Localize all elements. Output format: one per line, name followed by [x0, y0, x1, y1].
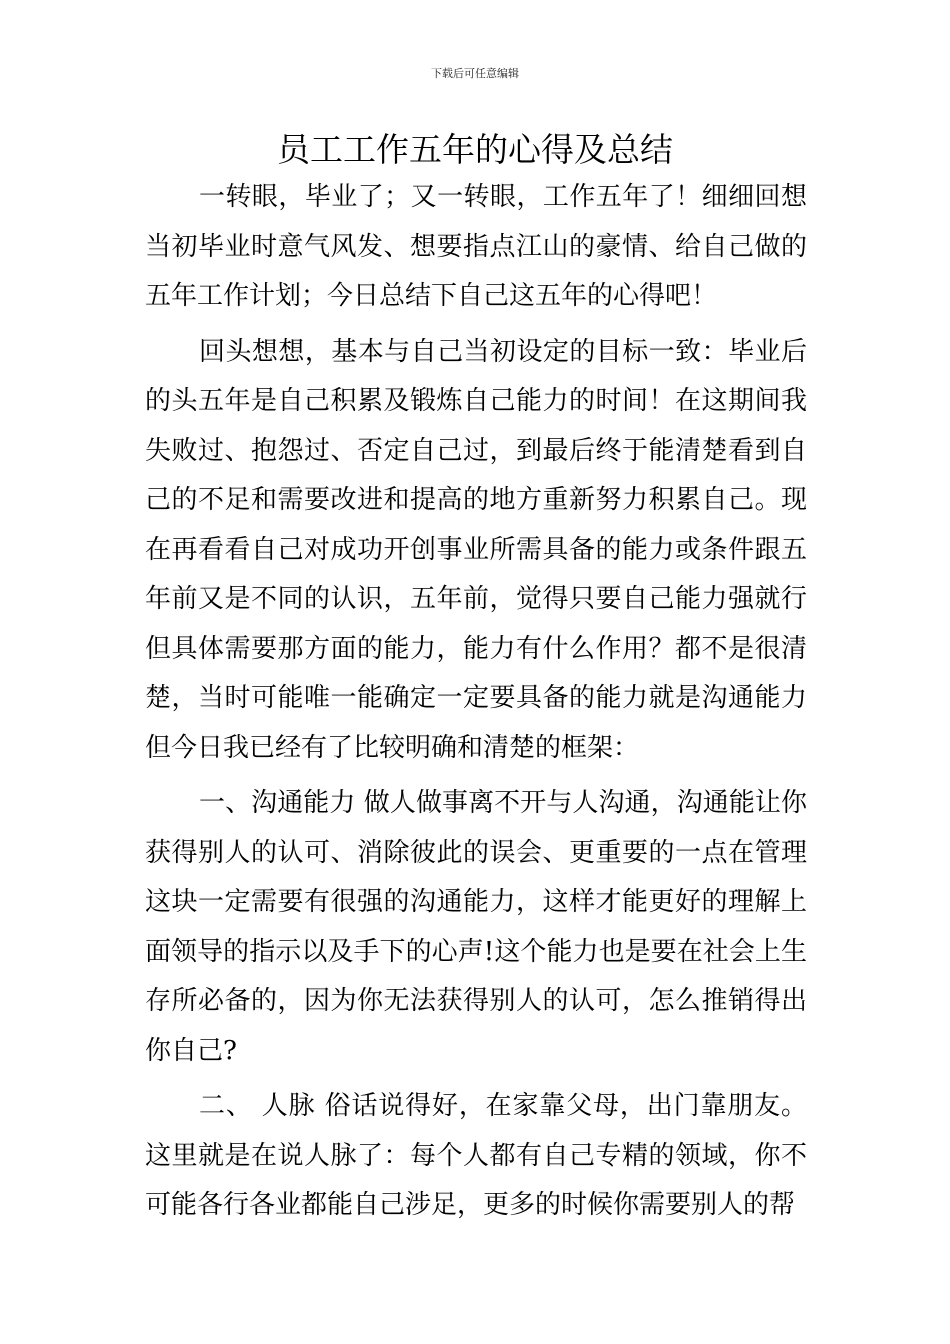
paragraph-communication: 一、沟通能力 做人做事离不开与人沟通，沟通能让你获得别人的认可、消除彼此的误会、更重要的一点在管理这块一定需要有很强的沟通能力，这样才能更好的理解上面领导的指示以及手下的心声!这个能力也是要在社会上生存所必备的，因为你无法获得别人的认可，怎么推销得出你自己? — [145, 788, 807, 1066]
paragraph-reflection: 回头想想，基本与自己当初设定的目标一致：毕业后的头五年是自己积累及锻炼自己能力的时间！在这期间我失败过、抱怨过、否定自己过，到最后终于能清楚看到自己的不足和需要改进和提高的地方重新努力积累自己。现在再看看自己对成功开创事业所需具备的能力或条件跟五年前又是不同的认识，五年前，觉得只要自己能力强就行但具体需要那方面的能力，能力有什么作用？都不是很清楚，当时可能唯一能确定一定要具备的能力就是沟通能力但今日我已经有了比较明确和清楚的框架： — [145, 336, 807, 763]
paragraph-network: 二、 人脉 俗话说得好，在家靠父母，出门靠朋友。这里就是在说人脉了：每个人都有自己专精的领域，你不可能各行各业都能自己涉足，更多的时候你需要别人的帮 — [145, 1091, 807, 1220]
document-title: 员工工作五年的心得及总结 — [277, 130, 673, 169]
document-body — [145, 173, 807, 1237]
header-note: 下载后可任意编辑 — [431, 67, 519, 80]
paragraph-intro: 一转眼，毕业了；又一转眼，工作五年了！细细回想当初毕业时意气风发、想要指点江山的豪情、给自己做的五年工作计划；今日总结下自己这五年的心得吧！ — [145, 182, 807, 311]
